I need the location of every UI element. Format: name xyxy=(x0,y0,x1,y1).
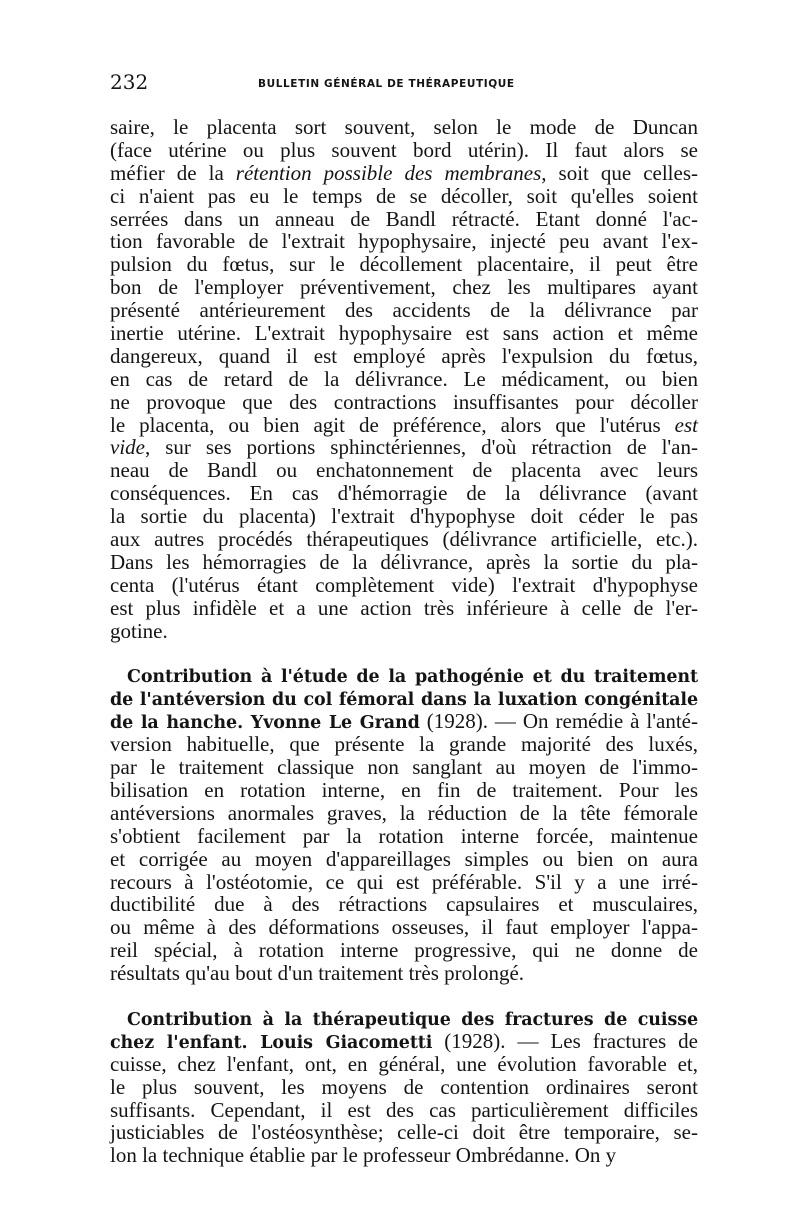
text-line: justiciables de l'ostéosynthèse; celle-ci doit être temporaire, se- xyxy=(110,1120,698,1145)
text-line xyxy=(110,1007,698,1030)
text-line: résultats qu'au bout d'un traitement très prolongé. xyxy=(110,961,525,986)
body-text: le placenta, ou bien agit de préférence, alors que l'utérus xyxy=(110,412,675,437)
italic-text: est xyxy=(674,412,698,437)
text-line: cuisse, chez l'enfant, ont, en général, une évolution favorable et, xyxy=(110,1051,698,1076)
text-line xyxy=(110,414,698,437)
body-text: (1928). — Les fractures de xyxy=(432,1028,699,1053)
text-line: ci n'aient pas eu le temps de se décoller, soit qu'elles soient xyxy=(110,183,698,208)
text-line: suffisants. Cependant, il est des cas particulièrement difficiles xyxy=(110,1097,698,1122)
bold-heading-text: de l'antéversion du col fémoral dans la luxation congénitale xyxy=(110,690,698,711)
text-line: inertie utérine. L'extrait hypophysaire est sans action et même xyxy=(110,321,698,346)
text-line: version habituelle, que présente la grande majorité des luxés, xyxy=(110,732,698,757)
text-line: lon la technique établie par le professeur Ombrédanne. On y xyxy=(110,1143,617,1168)
body-text: (1928). — On remédie à l'anté- xyxy=(419,709,698,734)
text-line: (face utérine ou plus souvent bord utérin). Il faut alors se xyxy=(110,137,698,162)
text-line: s'obtient facilement par la rotation interne forcée, maintenue xyxy=(110,823,698,848)
text-line xyxy=(110,436,698,459)
paragraph-gap xyxy=(110,642,698,664)
text-line: en cas de retard de la délivrance. Le médicament, ou bien xyxy=(110,366,698,391)
text-line: neau de Bandl ou enchatonnement de placenta avec leurs xyxy=(110,458,698,483)
paragraph-anteversion xyxy=(110,664,698,984)
paragraph-fractures xyxy=(110,1007,698,1167)
bold-heading-text: de la hanche. Yvonne Le Grand xyxy=(110,713,420,734)
page-header xyxy=(110,66,698,98)
text-line xyxy=(110,664,698,687)
text-line: pulsion du fœtus, sur le décollement placentaire, il peut être xyxy=(110,252,698,277)
page-number: 232 xyxy=(110,70,149,94)
running-title: BULLETIN GÉNÉRAL DE THÉRAPEUTIQUE xyxy=(258,78,515,90)
text-line: ne provoque que des contractions insuffisantes pour décoller xyxy=(110,389,698,414)
text-line: bilisation en rotation interne, en fin de traitement. Pour les xyxy=(110,777,698,802)
text-line: le plus souvent, les moyens de contention ordinaires seront xyxy=(110,1074,698,1099)
text-line xyxy=(110,710,698,733)
text-line: saire, le placenta sort souvent, selon le mode de Duncan xyxy=(110,115,698,139)
text-line xyxy=(110,162,698,185)
italic-text: rétention possible des membranes xyxy=(235,160,542,185)
text-line: ou même à des déformations osseuses, il faut employer l'appa- xyxy=(110,915,698,940)
body-text: , soit que celles- xyxy=(541,160,699,185)
text-line: conséquences. En cas d'hémorragie de la délivrance (avant xyxy=(110,481,698,506)
bold-heading-text: Contribution à la thérapeutique des fractures de cuisse xyxy=(127,1009,698,1030)
text-line: la sortie du placenta) l'extrait d'hypophyse doit céder le pas xyxy=(110,504,698,529)
paragraph-placenta xyxy=(110,116,698,642)
document-page xyxy=(110,66,698,1167)
text-line: par le traitement classique non sanglant au moyen de l'immo- xyxy=(110,755,698,780)
text-line: reil spécial, à rotation interne progressive, qui ne donne de xyxy=(110,938,698,963)
text-line: et corrigée au moyen d'appareillages simples ou bien on aura xyxy=(110,846,698,871)
text-line: recours à l'ostéotomie, ce qui est préférable. S'il y a une irré- xyxy=(110,869,698,894)
text-line: Dans les hémorragies de la délivrance, après la sortie du pla- xyxy=(110,549,698,574)
text-line: centa (l'utérus étant complètement vide) l'extrait d'hypophyse xyxy=(110,572,698,597)
text-line: antéversions anormales graves, la réduction de la tête fémorale xyxy=(110,800,698,825)
text-line xyxy=(110,687,698,710)
paragraph-gap xyxy=(110,985,698,1007)
text-line: est plus infidèle et a une action très inférieure à celle de l'er- xyxy=(110,595,698,620)
bold-heading-text: Contribution à l'étude de la pathogénie et du traitement xyxy=(127,667,698,688)
body-text: méfier de la xyxy=(110,160,236,185)
text-line: gotine. xyxy=(110,618,168,643)
text-line: serrées dans un anneau de Bandl rétracté. Etant donné l'ac- xyxy=(110,206,698,231)
text-line: bon de l'employer préventivement, chez les multipares ayant xyxy=(110,275,698,300)
text-line xyxy=(110,1030,698,1053)
bold-heading-text: chez l'enfant. Louis Giacometti xyxy=(110,1032,433,1053)
body-text: , sur ses portions sphinctériennes, d'où rétraction de l'an- xyxy=(144,435,698,460)
text-line: présenté antérieurement des accidents de la délivrance par xyxy=(110,298,698,323)
text-line: ductibilité due à des rétractions capsulaires et musculaires, xyxy=(110,892,698,917)
text-line: aux autres procédés thérapeutiques (délivrance artificielle, etc.). xyxy=(110,527,698,552)
text-line: dangereux, quand il est employé après l'expulsion du fœtus, xyxy=(110,343,698,368)
text-line: tion favorable de l'extrait hypophysaire, injecté peu avant l'ex- xyxy=(110,229,698,254)
italic-text: vide xyxy=(110,435,145,460)
